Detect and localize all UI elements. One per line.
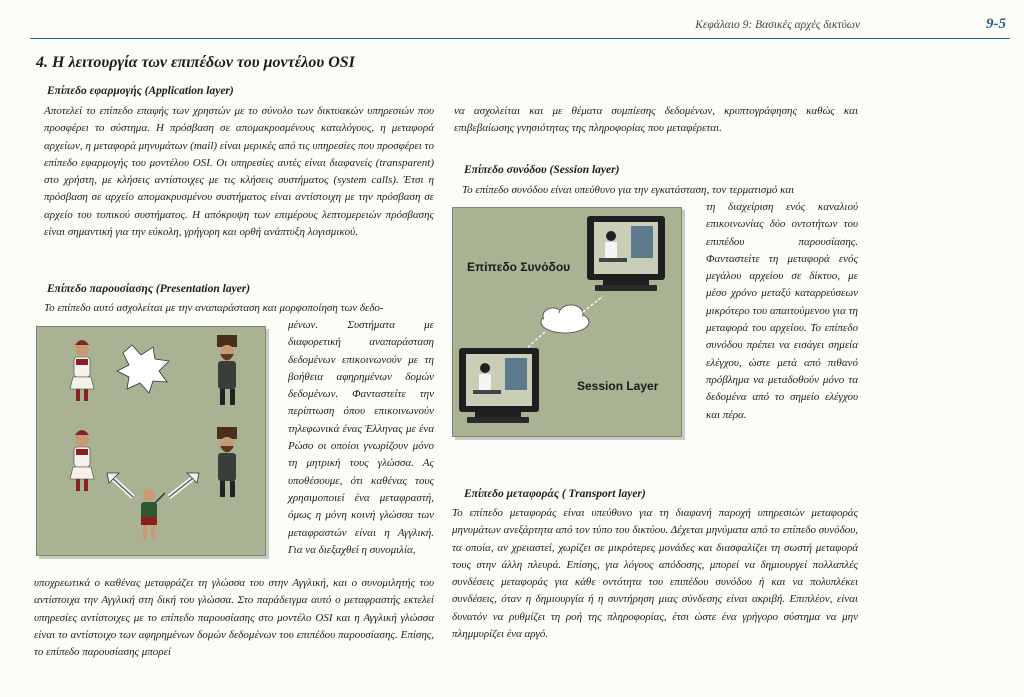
chapter-title: Κεφάλαιο 9: Βασικές αρχές δικτύων <box>695 19 860 31</box>
presentation-text-top: Το επίπεδο αυτό ασχολείται με την αναπαράσταση και μορφοποίηση των δεδο- <box>44 302 384 314</box>
russian-person-icon <box>217 335 237 405</box>
session-figure-label-en: Session Layer <box>577 379 659 393</box>
russian-person-icon <box>217 427 237 497</box>
translator-person-icon <box>141 489 165 539</box>
compression-text: να ασχολείται και με θέματα συμπίεσης δεδομένων, κρυπτογράφησης καθώς και επιβεβαίωσης γνησιότητας της πληροφορίας που μεταφέρεται. <box>454 105 858 135</box>
application-heading: Επίπεδο εφαρμογής (Application layer) <box>47 85 234 97</box>
session-heading: Επίπεδο συνόδου (Session layer) <box>464 164 620 176</box>
presentation-text-side: μένων. Συστήματα με διαφορετική αναπαράσταση δεδομένων επικοινωνούν με τη βοήθεια αφηρημένων δομών δεδομένων. Φανταστείτε την περίπτωση όπου επικοινωνούν τηλεφωνικά ένας Έλληνας με ένα Ρώσο οι οποίοι γνωρίζουν μόνο τη μητρική τους γλώσσα. Ας υποθέσουμε, ότι καθένας τους χρησιμοποιεί ένα μεταφραστή, όμως η μόνη κοινή γλώσσα των μεταφραστών είναι η Αγγλική. Για να διεξαχθεί η συνομιλία, <box>288 319 434 556</box>
arrow-icon <box>107 473 133 497</box>
session-illustration <box>453 208 681 436</box>
presentation-heading: Επίπεδο παρουσίασης (Presentation layer) <box>47 283 251 295</box>
presentation-figure <box>36 326 266 556</box>
session-figure <box>452 207 682 437</box>
connection-line <box>525 332 545 350</box>
computer-icon <box>587 216 665 291</box>
connection-line <box>583 296 603 312</box>
network-cloud-icon <box>541 305 589 333</box>
session-text-side: τη διαχείριση ενός καναλιού επικοινωνίας δύο οντοτήτων του επιπέδου παρουσίασης. Φανταστείτε τη μεταφορά ενός μεγάλου αρχείου σε δίκτυο, με μέσο χρόνο μεταξύ καταρρεύσεων μικρότερο του απαιτούμενου για τη μεταφορά του αρχείου. Το επίπεδο συνόδου πρέπει να εισάγει σημεία ελέγχου, ώστε μετά από πιθανό πρόβλημα να μεταδοθούν μόνο τα δεδομένα από το σημείο ελέγχου και πέρα. <box>706 201 858 421</box>
page-header <box>30 12 1010 39</box>
application-text: Αποτελεί το επίπεδο επαφής των χρηστών με το σύνολο των δικτυακών υπηρεσιών που προσφέρει το σύστημα. Η πρόσβαση σε απομακρυσμένους καταλόγους, η μεταφορά αρχείων, η μεταφορά μηνυμάτων (mail) είναι μερικές από τις υπηρεσίες που προσφέρει το επίπεδο εφαρμογής του μοντέλου OSI. Οι υπηρεσίες αυτές είναι διαφανείς (transparent) στο χρήστη, με κλήσεις αντίστοιχες με τις κλήσεις συστήματος (system calls). Έτσι η πρόσβαση σε αρχείο απομακρυσμένου συστήματος είναι αντίστοιχη με την πρόσβαση σε αρχείο του τοπικού συστήματος. Η απόκρυψη των επιμέρους λεπτομερειών πρόσβασης είναι σημαντική για την εύκολη, γρήγορη και ορθή ανάπτυξη λογισμικού. <box>44 105 434 239</box>
presentation-text-bottom: υποχρεωτικά ο καθένας μεταφράζει τη γλώσσα του στην Αγγλική, και ο συνομιλητής του αντίστοιχα την Αγγλική στη δική του γλώσσα. Στο παράδειγμα αυτό ο μεταφραστής εκτελεί υπηρεσίες αντίστοιχες με το επίπεδο παρουσίασης στο μοντέλο OSI και η Αγγλική γλώσσα είναι το αντίστοιχο των αφηρημένων δομών δεδομένων του επιπέδου παρουσίασης. Επίσης, το επίπεδο παρουσίασης μπορεί <box>34 577 434 659</box>
computer-icon <box>459 348 539 423</box>
transport-heading: Επίπεδο μεταφοράς ( Transport layer) <box>464 488 646 500</box>
transport-text: Το επίπεδο μεταφοράς είναι υπεύθυνο για τη διαφανή παροχή υπηρεσιών μεταφοράς μηνυμάτων ανεξάρτητα από τον τύπο του δικτύου. Δέχεται μηνύματα από το επίπεδο συνόδου, τα οποία, αν χρειαστεί, χωρίζει σε μικρότερες μονάδες και διασφαλίζει τη σωστή μεταφορά τους στην άλλη πλευρά. Επίσης, για λόγους απόδοσης, μπορεί να δημιουργεί πολλαπλές συνδέσεις μεταφοράς για κάθε οντότητα του επιπέδου συνόδου ή και να πολυπλέκει συνδέσεις, όταν η δημιουργία ή η συντήρηση μιας σύνδεσης είναι ακριβή. Επιπλέον, είναι δυνατόν να ρυθμίζει τη ροή της πληροφορίας, έτσι ώστε ένα γρήγορο σύστημα να μην πλημμυρίζει ένα αργό. <box>452 507 858 641</box>
greek-person-icon <box>70 430 94 491</box>
speech-bubble-icon <box>117 345 169 393</box>
arrow-icon <box>169 473 199 497</box>
page-number: 9-5 <box>986 16 1006 32</box>
translators-illustration <box>37 327 265 555</box>
section-title: 4. Η λειτουργία των επιπέδων του μοντέλου OSI <box>36 54 355 71</box>
session-text-top: Το επίπεδο συνόδου είναι υπεύθυνο για την εγκατάσταση, τον τερματισμό και <box>462 184 795 196</box>
greek-person-icon <box>70 340 94 401</box>
session-figure-label-gr: Επίπεδο Συνόδου <box>467 260 571 274</box>
